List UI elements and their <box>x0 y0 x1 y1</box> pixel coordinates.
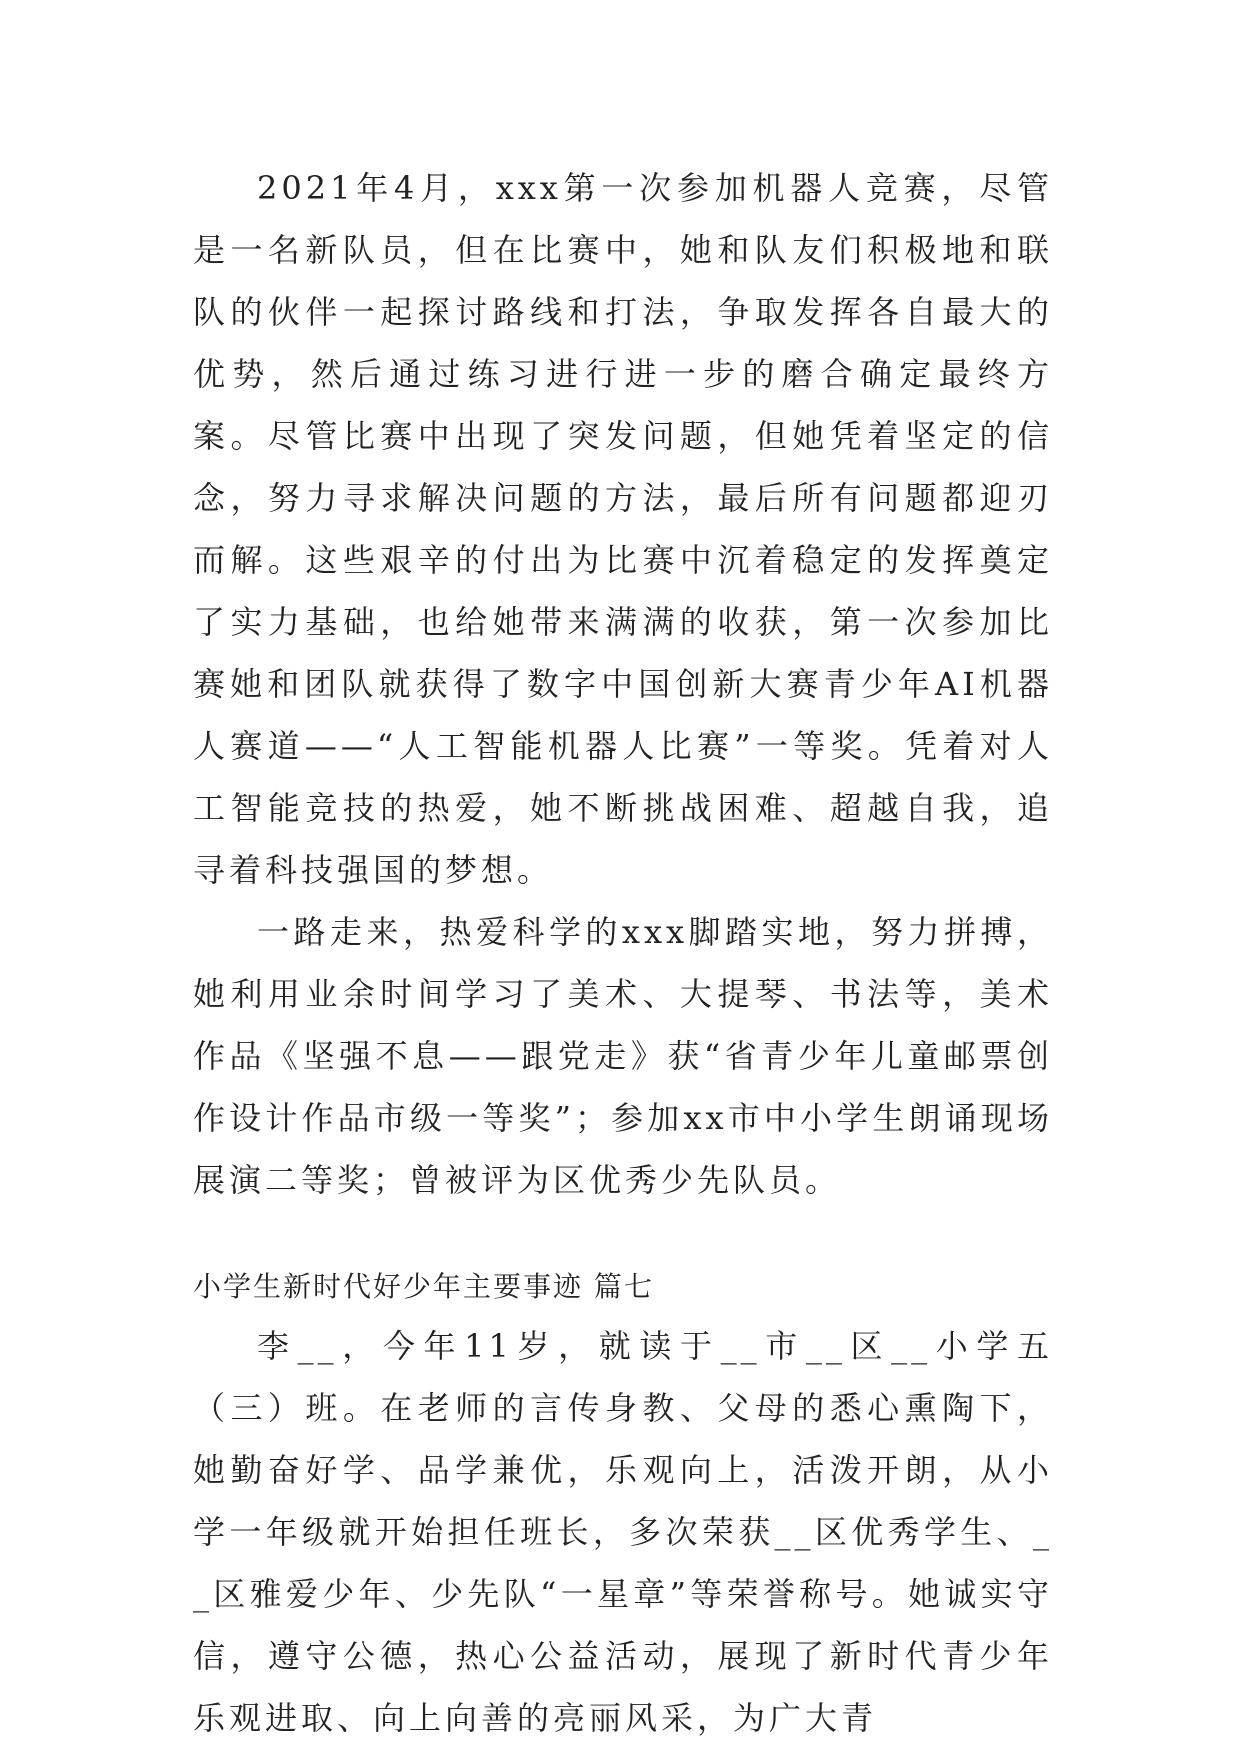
paragraph-li-profile: 李__，今年11岁，就读于__市__区__小学五（三）班。在老师的言传身教、父母的悉心熏陶下，她勤奋好学、品学兼优，乐观向上，活泼开朗，从小学一年级就开始担任班长，多次荣获__区优秀学生、__区雅爱少年、少先队“一星章”等荣誉称号。她诚实守信，遵守公德，热心公益活动，展现了新时代青少年乐观进取、向上向善的亮丽风采，为广大青 <box>193 1327 1053 1737</box>
paragraph-achievements: 一路走来，热爱科学的xxx脚踏实地，努力拼搏，她利用业余时间学习了美术、大提琴、书法等，美术作品《坚强不息——跟党走》获“省青少年儿童邮票创作设计作品市级一等奖”；参加xx市中小学生朗诵现场展演二等奖；曾被评为区优秀少先队员。 <box>193 913 1053 1199</box>
section-title: 小学生新时代好少年主要事迹 篇七 <box>193 1270 654 1303</box>
document-body <box>193 157 1053 1749</box>
paragraph-robot-competition: 2021年4月，xxx第一次参加机器人竞赛，尽管是一名新队员，但在比赛中，她和队友们积极地和联队的伙伴一起探讨路线和打法，争取发挥各自最大的优势，然后通过练习进行进一步的磨合确定最终方案。尽管比赛中出现了突发问题，但她凭着坚定的信念，努力寻求解决问题的方法，最后所有问题都迎刃而解。这些艰辛的付出为比赛中沉着稳定的发挥奠定了实力基础，也给她带来满满的收获，第一次参加比赛她和团队就获得了数字中国创新大赛青少年AI机器人赛道——“人工智能机器人比赛”一等奖。凭着对人工智能竞技的热爱，她不断挑战困难、超越自我，追寻着科技强国的梦想。 <box>193 169 1053 889</box>
